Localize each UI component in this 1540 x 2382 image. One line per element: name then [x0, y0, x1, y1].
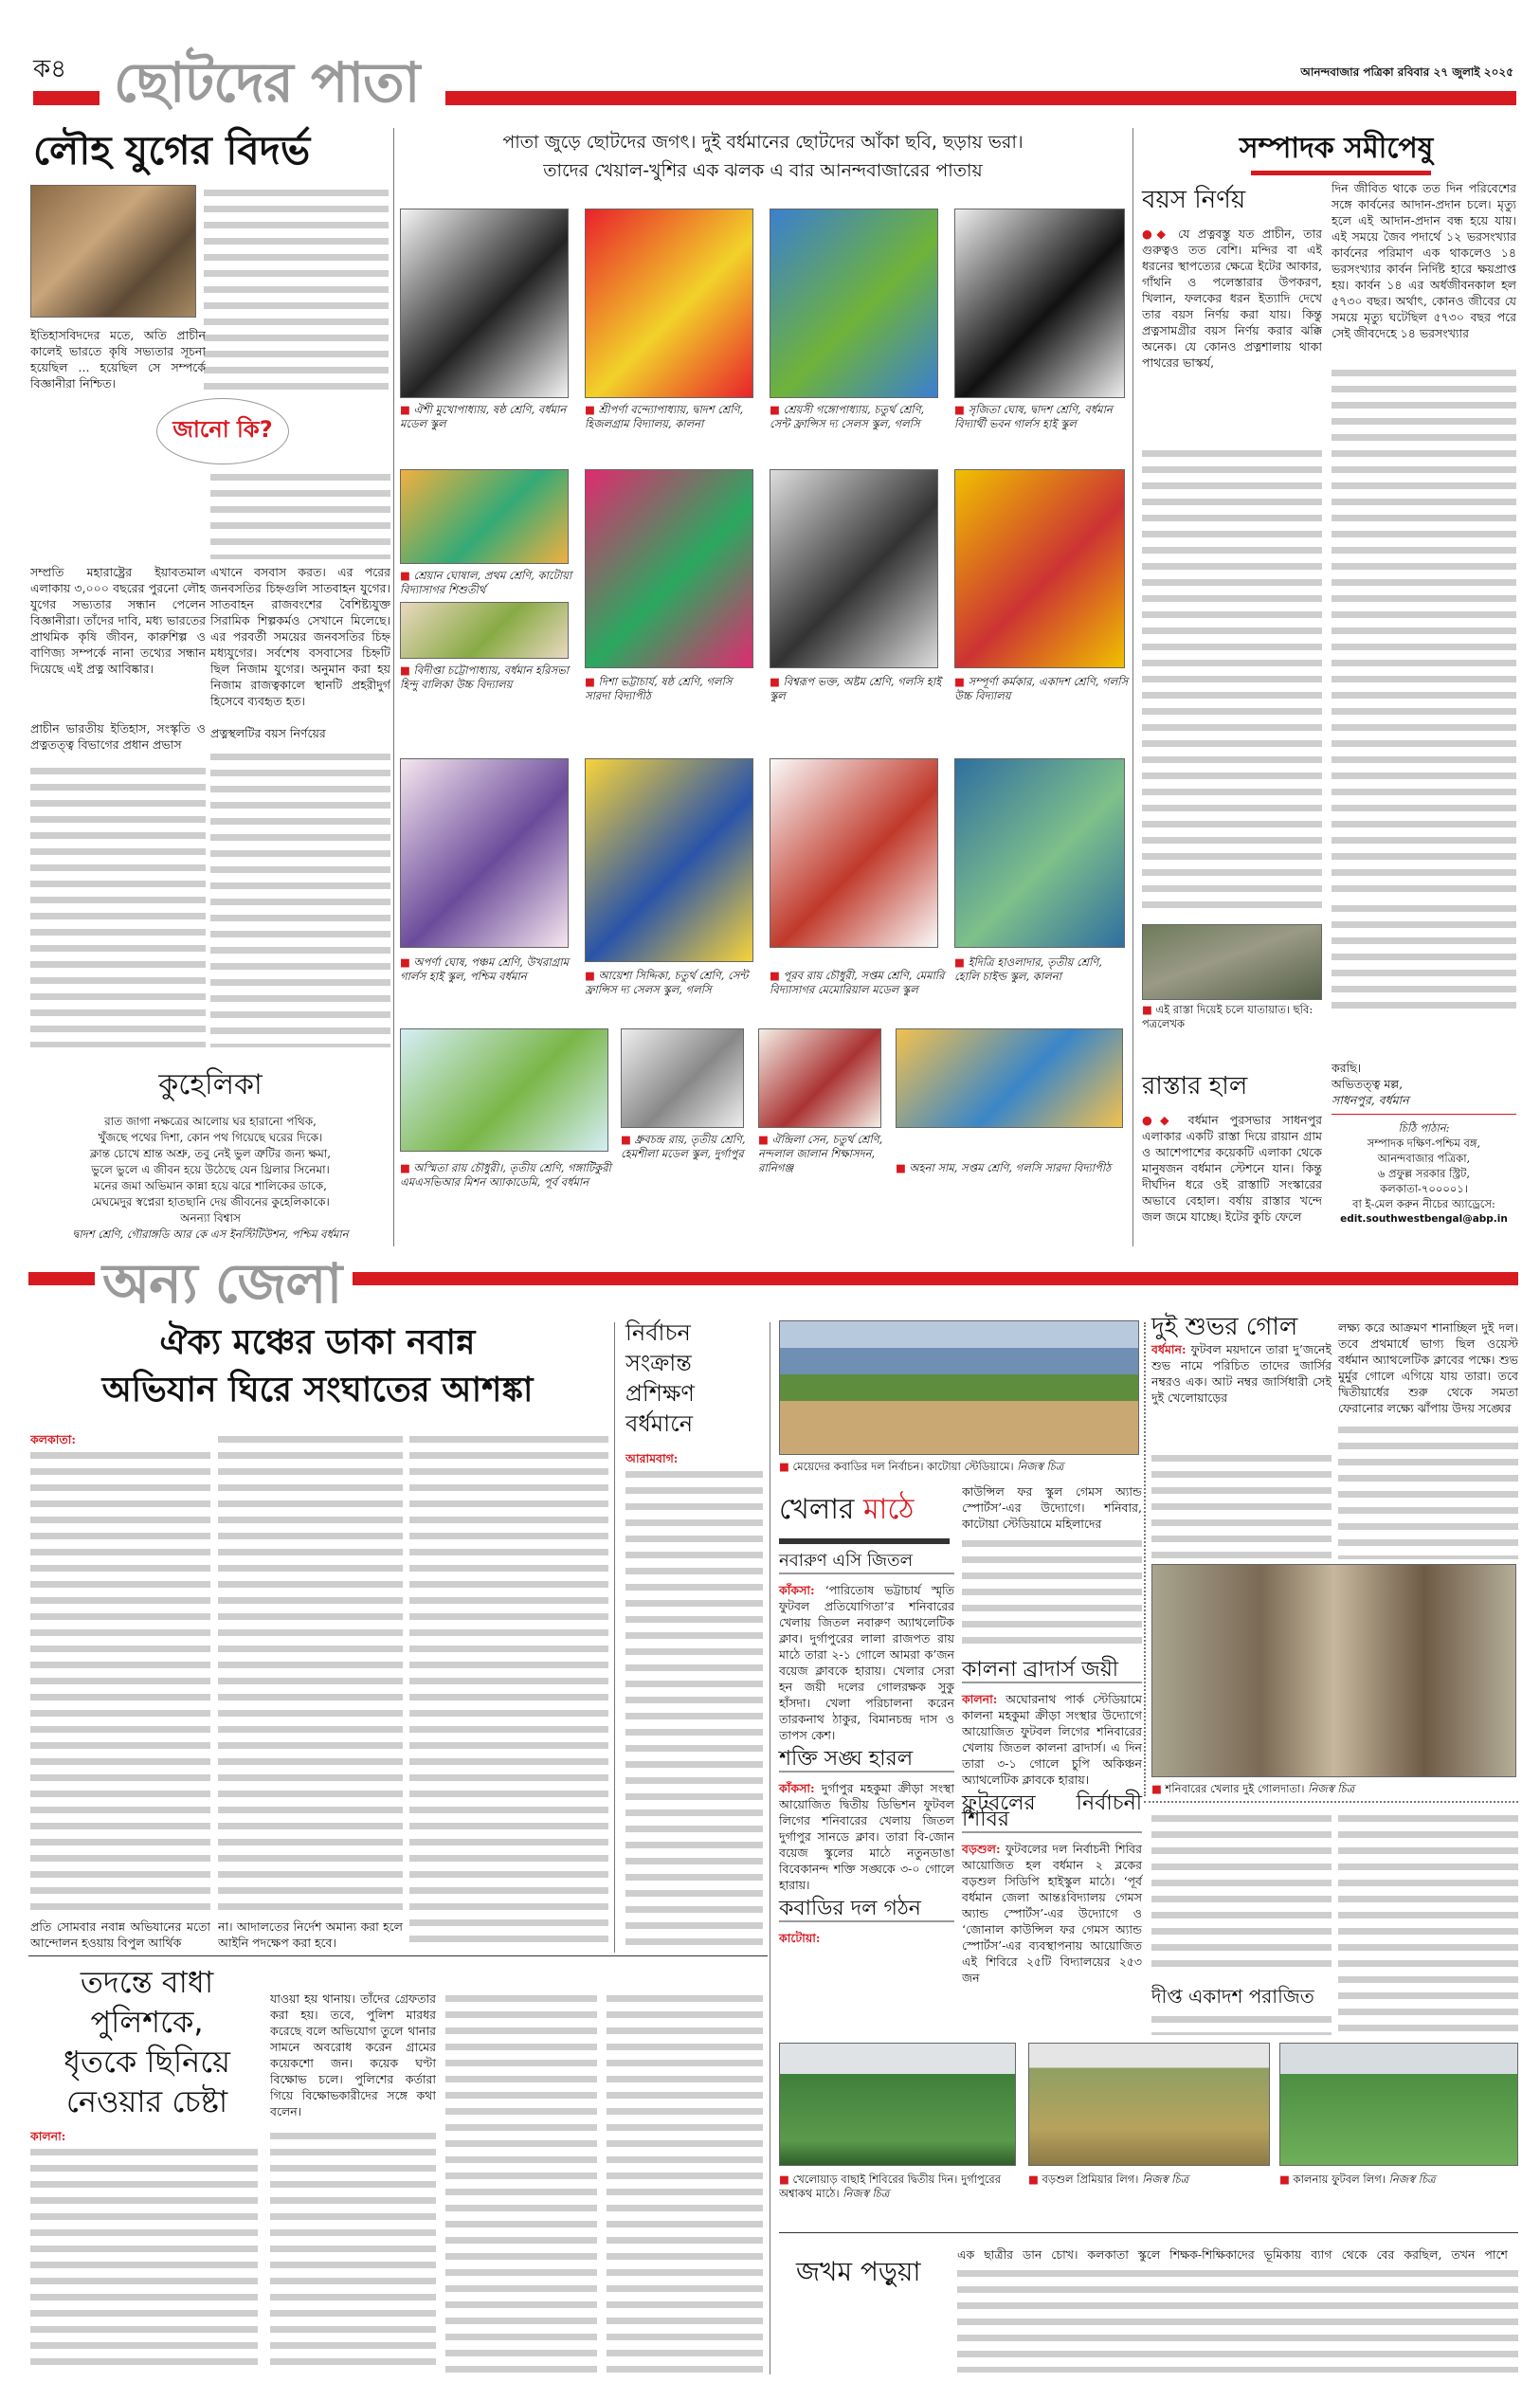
drawing-caption: ■ শ্রীপর্ণা বন্দ্যোপাধ্যায়, দ্বাদশ শ্রেণি, হিজলগ্রাম বিদ্যালয়, কালনা — [585, 403, 760, 431]
main-headline — [28, 1319, 607, 1414]
sports-subhead: কবাডির দল গঠন — [779, 1900, 954, 1922]
sports-text — [962, 1536, 1142, 1649]
child-drawing — [758, 1028, 881, 1128]
section-rule — [779, 2232, 1518, 2233]
two-shubho-story — [1151, 1313, 1332, 1406]
dateline: কাঁকসা: — [779, 1781, 815, 1795]
police-text — [270, 2128, 436, 2373]
child-drawing — [400, 1028, 608, 1152]
police-headline — [28, 1962, 265, 2121]
letter-author: অভিতত্ত্ব মল্ল, — [1332, 1077, 1404, 1091]
kabaddi-photo — [779, 1320, 1139, 1455]
child-drawing — [400, 469, 569, 564]
story-body-2: লক্ষ্য করে আক্রমণ শানাচ্ছিল দুই দল। তবে প্রথমার্ধে ভাগ্য ছিল ওয়েস্ট বর্ধমান অ্যাথলেটিক ক্লাবের পক্ষে। শুভ মুর্মুর গোলে এগিয়ে যায় তারা। তবে দ্বিতীয়ার্ধের শুরু থেকে সমতা ফেরানোর লক্ষ্যে ঝাঁপায় উদয় সঙ্ঘের — [1338, 1320, 1518, 1415]
paper-date: আনন্দবাজার পত্রিকা রবিবার ২৭ জুলাই ২০২৫ — [1300, 65, 1513, 79]
drawing-caption: ■ পূরব রায় চৌধুরী, সপ্তম শ্রেণি, মেমারি বিদ্যাসাগর মেমোরিয়াল মডেল স্কুল — [770, 969, 945, 997]
poem-title: কুহেলিকা — [158, 1068, 263, 1101]
story-body: ‘পারিতোষ ভট্টাচার্য স্মৃতি ফুটবল প্রতিযোগিতা’র শনিবারের খেলায় জিতল নবারুণ অ্যাথলেটিক ক্লাব। দুর্গাপুরের লালা রাজপত রায় মাঠে তারা ২-১ গোলে আমরা ক’জন বয়েজ ক্লাবকে হারায়। খেলার সেরা হন জয়ী দলের গোলরক্ষক সুকু হাঁসদা। খেলা পরিচালনা করেন তারকনাথ ঠাকুর, বিমানচন্দ্র দাস ও তাপস কেশ। — [779, 1583, 954, 1742]
gallery-intro-line-2: তাদের খেয়াল-খুশির এক ঝলক এ বার আনন্দবাজারের পাতায় — [543, 160, 983, 181]
police-text — [30, 2144, 258, 2372]
drawing-caption: ■ শ্রেয়ান ঘোষাল, প্রথম শ্রেণি, কাটোয়া বিদ্যাসাগর শিশুতীর্থ — [400, 569, 575, 597]
sports-col-2 — [962, 1654, 1142, 1986]
send-line: সম্পাদক দক্ষিণ-পশ্চিম বঙ্গ, — [1367, 1136, 1481, 1150]
drawing-caption: ■ দিশা ভট্টাচার্য, ষষ্ঠ শ্রেণি, গলসি সারদা বিদ্যাপীঠ — [585, 675, 760, 703]
headline-line: ধৃতকে ছিনিয়ে — [63, 2044, 230, 2080]
lead-text — [204, 185, 389, 393]
main-headline-line-2: অভিযান ঘিরে সংঘাতের আশঙ্কা — [101, 1371, 534, 1409]
story-text — [1151, 1450, 1332, 1559]
section-title: ছোটদের পাতা — [114, 50, 420, 115]
sports-story — [779, 1780, 954, 1893]
poem-line: মনের জমা অভিমান কান্না হয়ে ঝরে শালিকের ডাকে, — [94, 1179, 327, 1192]
photo-credit: নিজস্ব চিত্র — [1142, 2173, 1189, 2186]
injury-text — [957, 2265, 1518, 2373]
police-body: যাওয়া হয় থানায়। তাঁদের গ্রেফতার করা হয়। তবে, পুলিশ মারধর করেছে বলে অভিযোগ তুলে থানার সামনে অবরোধ করেন গ্রামের কয়েকশো জন। কয়েক ঘণ্টা বিক্ষোভ চলে। পুলিশের কর্তারা গিয়ে বিক্ষোভকারীদের সঙ্গে কথা বলেন। — [270, 1991, 436, 2118]
sports-photo-caption — [1279, 2173, 1521, 2187]
poem-line: খুঁজছে পথের দিশা, কোন পথ গিয়েছে ঘরের দিকে। — [98, 1131, 323, 1144]
sports-story — [779, 1582, 954, 1743]
letter-text — [1332, 900, 1516, 1014]
send-title: চিঠি পাঠান: — [1398, 1121, 1450, 1135]
training-headline — [625, 1318, 758, 1439]
letter-bullet-icon: ●◆ — [1142, 1113, 1188, 1127]
letter-title: রাস্তার হাল — [1142, 1072, 1248, 1100]
story-text — [1338, 1810, 1518, 2033]
district-rule-left — [28, 1272, 95, 1285]
story-body: অঘোরনাথ পার্ক স্টেডিয়ামে কালনা মহকুমা ক্রীড়া সংস্থার উদ্যোগে আয়োজিত ফুটবল লিগের শনিবারের খেলায় জিতল কালনা ব্রাদার্স। এ দিন তারা ৩-১ গোলে চুপি অকিঞ্চন অ্যাথলেটিক ক্লাবকে হারায়। — [962, 1692, 1142, 1787]
photo-credit: নিজস্ব চিত্র — [1388, 2173, 1436, 2186]
lead-paragraph-2: সম্প্রতি মহারাষ্ট্রের ইয়াবতমাল এলাকায় ৩,০০০ বছরের পুরনো লৌহ যুগের সভ্যতার সন্ধান পেলেন বিজ্ঞানীরা। তাঁদের দাবি, মধ্য ভারতের প্রাথমিক কৃষি জীবন, কারুশিল্প ও বাণিজ্য সম্পর্কে নানা তথ্যের সন্ধান দিয়েছে এই প্রত্ন আবিষ্কার। — [30, 565, 206, 676]
child-drawing — [954, 209, 1125, 398]
story-headline: দুই শুভর গোল — [1151, 1313, 1298, 1341]
poem-line: ক্লান্ত চোখে শ্রান্ত অশ্রু, তবু নেই ভুল ত্রুটির জন্য ক্ষমা, — [89, 1147, 332, 1160]
sports-subhead: শক্তি সঙ্ঘ হারল — [779, 1751, 954, 1773]
injury-headline: জখম পড়ুয়া — [796, 2256, 921, 2287]
letter-road — [1142, 1066, 1322, 1225]
story-text — [1338, 1422, 1518, 1559]
email-link[interactable]: edit.southwestbengal@abp.in — [1340, 1213, 1508, 1225]
story-body: ফুটবল ময়দানে তারা দু’জনেই শুভ নামে পরিচিত তাদের জার্সির নম্বরও এক। আট নম্বর জার্সিধারী সেই দুই খেলোয়াড়ের — [1151, 1342, 1332, 1405]
sports-story — [1151, 1341, 1332, 1406]
letters-title: সম্পাদক সমীপেষু — [1239, 132, 1434, 165]
sports-story — [962, 1691, 1142, 1788]
artifact-photo — [30, 185, 196, 318]
child-drawing — [770, 469, 938, 668]
caption-text: খেলোয়াড় বাছাই শিবিরের দ্বিতীয় দিন। দুর্গাপুরের অশ্বাকথ মাঠে। — [779, 2173, 1002, 2200]
send-line: ৬ প্রফুল্ল সরকার স্ট্রিট, — [1377, 1167, 1471, 1180]
child-drawing — [621, 1028, 744, 1128]
lead-paragraph-4: এখানে বসবাস করত। এর পরের জনবসতির চিহ্নগুলি সাতবাহন যুগের। সাতবাহন রাজবংশের বৈশিষ্ট্যযুক্ত সিরামিক শিল্পকর্মও সেখানে মিলেছে। এর পরবর্তী সময়ের জনবসতির চিহ্ন মধ্যযুগের। সর্বশেষ বসবাসের চিহ্নটি ছিল নিজাম যুগের। অনুমান করা হয় নিজাম রাজত্বকালে স্থানটি প্রহরীদুর্গ হিসেবে ব্যবহৃত হত। — [210, 565, 390, 708]
child-drawing — [585, 209, 753, 398]
drawing-caption: ■ শ্রেয়সী গঙ্গোপাধ্যায়, চতুর্থ শ্রেণি, সেন্ট ফ্রান্সিস দ্য সেলস স্কুল, গলসি — [770, 403, 945, 431]
lead-text — [210, 749, 390, 1047]
drawing-caption: ■ ইদিত্রি হাওলাদার, তৃতীয় শ্রেণি, হোলি চাইল্ড স্কুল, কালনা — [954, 955, 1130, 984]
child-drawing — [585, 469, 753, 668]
district-section-title: অন্য জেলা — [102, 1251, 342, 1316]
police-text — [607, 1991, 763, 2373]
injury-body: এক ছাত্রীর ডান চোখ। কলকাতা স্কুলে শিক্ষক-শিক্ষিকাদের ভূমিকায় ব্যাগ থেকে বের করছিল, তখন পাশে — [957, 2247, 1508, 2262]
letter-signoff — [1332, 1060, 1516, 1108]
sports-title — [779, 1486, 950, 1544]
dateline: বড়শুল: — [962, 1842, 1001, 1856]
headline-line: নেওয়ার চেষ্টা — [65, 2083, 228, 2119]
sports-subhead: নবারুণ এসি জিতল — [779, 1553, 954, 1574]
dateline: কালনা: — [30, 2129, 66, 2143]
child-drawing — [400, 758, 569, 948]
drawing-caption: ■ অহনা সাম, সপ্তম শ্রেণি, গলসি সারদা বিদ্যাপীঠ — [896, 1161, 1123, 1175]
lead-headline: লৌহ যুগের বিদর্ভ — [33, 127, 311, 173]
story-headline: দীপ্ত একাদশ পরাজিত — [1151, 1985, 1314, 2008]
dotted-rule — [1144, 1801, 1518, 1803]
child-drawing — [770, 758, 938, 948]
send-line: বা ই-মেল করুন নীচের অ্যাড্রেসে: — [1352, 1197, 1495, 1210]
letter-age — [1142, 180, 1322, 371]
poem-line: ভুলে ভুলে এ জীবন হয়ে উঠেছে যেন থ্রিলার সিনেমা। — [91, 1163, 330, 1176]
drawing-caption: ■ সৃজিতা ঘোষ, দ্বাদশ শ্রেণি, বর্ধমান বিদ্যার্থী ভবন গার্লস হাই স্কুল — [954, 403, 1130, 431]
send-letters-box — [1332, 1120, 1516, 1227]
letter-body: বর্ধমান পুরসভার সাধনপুর এলাকার একটি রাস্তা দিয়ে রায়ান গ্রাম ও আশেপাশের কয়েকটি এলাকা থেকে মানুষজন বর্ধমান স্টেশনে যান। কিন্তু দীর্ঘদিন ধরে ওই রাস্তাটি সংস্কারের অভাবে বেহাল। বর্ষায় রাস্তার খন্দে জল জমে যাচ্ছে। ইটের কুচি ফেলে — [1142, 1113, 1322, 1224]
letter-end: করছি। — [1332, 1061, 1362, 1075]
story-text — [1151, 1810, 1332, 1976]
dateline: আরামবাগ: — [625, 1451, 679, 1465]
main-text — [409, 1431, 608, 1948]
caption-text: মেয়েদের কবাডির দল নির্বাচন। কাটোয়া স্টেডিয়ামে। — [792, 1460, 1014, 1473]
drawing-caption: ■ সম্পূর্ণা কর্মকার, একাদশ শ্রেণি, গলসি উচ্চ বিদ্যালয় — [954, 675, 1130, 703]
main-text-end: প্রতি সোমবার নবান্ন অভিযানের মতো আন্দোলন হওয়ায় বিপুল আর্থিক — [30, 1919, 210, 1950]
header-rule-left — [33, 91, 100, 105]
photo-credit: নিজস্ব চিত্র — [1017, 1460, 1064, 1473]
story-text — [1151, 2011, 1332, 2035]
sports-photo-caption — [1028, 2173, 1270, 2187]
child-drawing — [585, 758, 753, 962]
headline-line: নির্বাচন — [625, 1319, 691, 1346]
lead-text — [30, 763, 206, 1047]
letter-bullet-icon: ●◆ — [1142, 227, 1179, 241]
story-body: ফুটবলের দল নির্বাচনী শিবির আয়োজিত হল বর্ধমান ২ ব্লকের বড়শুল সিডিপি হাইস্কুল মাঠে। ‘পূর্ব বর্ধমান জেলা আন্তঃবিদ্যালয় গেমস অ্যান্ড স্পোর্টস’-এর উদ্যোগে ও ‘জোনাল কাউন্সিল ফর গেমস অ্যান্ড স্পোর্টস’-এর ব্যবস্থাপনায় আয়োজিত এই শিবিরে ২৫টি বিদ্যালয়ের ২৫৩ জন — [962, 1842, 1143, 1985]
send-line: আনন্দবাজার পত্রিকা, — [1377, 1152, 1471, 1165]
letter-body-continued: দিন জীবিত থাকে তত দিন পরিবেশের সঙ্গে কার্বনের আদান-প্রদান চলে। মৃত্যু হলে এই আদান-প্রদান বন্ধ হয়ে যায়। এই সময়ে জৈব পদার্থে ১২ ভরসংখ্যার কার্বনের পরিমাণ এক থাকলেও ১৪ ভরসংখ্যার কার্বন নির্দিষ্ট হারে ক্ষয়প্রাপ্ত হয়। কার্বন ১৪ এর অর্ধজীবনকাল হল ৫৭৩০ বছর। অর্থাৎ, কোনও জীবের যে সময়ে মৃত্যু ঘটেছিল ৫৭৩০ বছর পরে সেই জীবদেহে ১৪ ভরসংখ্যার — [1332, 181, 1516, 340]
child-drawing — [400, 602, 569, 659]
kabaddi-photo-caption — [779, 1460, 1139, 1474]
poem-line: মেঘমেদুর স্বপ্নেরা হাতছানি দেয় জীবনের কুহেলিকাকে। — [91, 1195, 330, 1209]
district-rule — [353, 1272, 1518, 1285]
letter-text — [1142, 445, 1322, 915]
drawing-caption: ■ ধ্রুবচন্দ্র রায়, তৃতীয় শ্রেণি, হেমশীলা মডেল স্কুল, দুর্গাপুর — [621, 1133, 749, 1161]
sports-title-b: মাঠে — [862, 1493, 915, 1526]
drawing-caption: ■ বিশ্বরূপ ভক্ত, অষ্টম শ্রেণি, গলসি হাই স্কুল — [770, 675, 945, 703]
road-photo — [1142, 924, 1322, 1000]
drawing-caption: ■ অস্মিতা রায় চৌধুরী।, তৃতীয় শ্রেণি, গঙ্গাটিকুরী এমএসভিআর মিশন অ্যাকাডেমি, পূর্ব বর্ধমান — [400, 1161, 627, 1190]
letter-body: যে প্রত্নবস্তু যত প্রাচীন, তার গুরুত্বও তত বেশি। মন্দির বা এই ধরনের স্থাপত্যের ক্ষেত্রে ইটের আকার, গাঁথনি ও পলেস্তারার উপকরণ, খিলান, ফলকের ধরন ইত্যাদি দেখে তার বয়স নির্ণয় করা যায়। কিন্তু প্রত্নসামগ্রীর বয়স নির্ণয় করার ঝক্কি অনেক। যে কোনও প্রত্নশালায় থাকা পাথরের ভাস্কর্য, — [1142, 227, 1322, 370]
lead-text — [210, 469, 390, 559]
child-drawing — [770, 209, 938, 398]
drawing-caption: ■ ঐশী মুখোপাধ্যায়, ষষ্ঠ শ্রেণি, বর্ধমান মডেল স্কুল — [400, 403, 575, 431]
letter-text — [1332, 365, 1516, 896]
letter-place: সাধনপুর, বর্ধমান — [1332, 1093, 1409, 1107]
letter-title: বয়স নির্ণয় — [1142, 186, 1246, 214]
lead-paragraph-3: প্রাচীন ভারতীয় ইতিহাস, সংস্কৃতি ও প্রত্নতত্ত্ব বিভাগের প্রধান প্রভাস — [30, 721, 206, 752]
gallery-intro-line-1: পাতা জুড়ে ছোটদের জগৎ। দুই বর্ধমানের ছোটদের আঁকা ছবি, ছড়ায় ভরা। — [502, 132, 1024, 153]
main-text-end: না। আদালতের নির্দেশ অমান্য করা হলে আইনি পদক্ষেপ করা হবে। — [218, 1919, 403, 1950]
sports-intro: কাউন্সিল ফর স্কুল গেমস অ্যান্ড স্পোর্টস’-এর উদ্যোগে। শনিবার, কাটোয়া স্টেডিয়ামে মহিলাদের — [962, 1484, 1142, 1531]
dateline: বর্ধমান: — [1151, 1342, 1187, 1356]
drawing-caption: ■ আয়েশা সিদ্দিকা, চতুর্থ শ্রেণি, সেন্ট ফ্রান্সিস দ্য সেলস স্কুল, গলসি — [585, 969, 760, 997]
photo-credit: নিজস্ব চিত্র — [1308, 1782, 1355, 1795]
page-number: ক৪ — [33, 55, 67, 83]
headline-line: পুলিশকে, — [90, 2004, 204, 2040]
poem — [30, 1062, 390, 1243]
drawing-caption: ■ ঐন্দ্রিলা সেন, চতুর্থ শ্রেণি, নন্দলাল জালান শিক্ষাসদন, রানিগঞ্জ — [758, 1133, 886, 1175]
letters-title-underline — [1251, 171, 1431, 175]
column-divider — [614, 1322, 615, 1953]
sports-story — [962, 1841, 1142, 1986]
sports-photo — [779, 2043, 1016, 2166]
child-drawing — [954, 758, 1125, 948]
column-divider — [393, 128, 394, 1246]
gallery-intro — [398, 128, 1128, 185]
main-text — [218, 1431, 403, 1917]
dateline: কালনা: — [962, 1692, 998, 1706]
dateline: কাটোয়া: — [779, 1931, 821, 1945]
child-drawing — [400, 209, 569, 398]
goal-scorers-photo — [1151, 1564, 1516, 1777]
road-photo-caption: ■ এই রাস্তা দিয়েই চলে যাতায়াত। ছবি: পত্রলেখক — [1142, 1003, 1322, 1031]
caption-text: শনিবারের খেলার দুই গোলদাতা। — [1165, 1782, 1305, 1795]
caption-text: বড়শুল প্রিমিয়ার লিগ। — [1042, 2173, 1139, 2186]
sports-photo — [1028, 2043, 1270, 2166]
child-drawing — [896, 1028, 1123, 1128]
headline-line: তদন্তে বাধা — [80, 1964, 214, 2000]
lead-paragraph-1: ইতিহাসবিদদের মতে, অতি প্রাচীন কালেই ভারতে কৃষি সভ্যতার সূচনা হয়েছিল ... হয়েছিল সে সম্পর্কে বিজ্ঞানীরা নিশ্চিত। — [30, 328, 206, 391]
poem-line: রাত জাগা নক্ষত্রের আলোয় ঘর হারানো পথিক, — [104, 1115, 317, 1128]
poem-school: দ্বাদশ শ্রেণি, গৌরাঙ্গডি আর কে এস ইনস্টিটিউশন, পশ্চিম বর্ধমান — [72, 1227, 349, 1241]
drawing-caption: ■ অপর্ণা ঘোষ, পঞ্চম শ্রেণি, উখরাগ্রাম গার্লস হাই স্কুল, পশ্চিম বর্ধমান — [400, 955, 575, 984]
child-drawing — [954, 469, 1125, 668]
header-rule — [445, 91, 1516, 105]
column-divider — [1132, 128, 1133, 1246]
sports-title-a: খেলার — [779, 1493, 863, 1526]
goal-scorers-caption — [1151, 1782, 1516, 1796]
sports-subhead: ফুটবলের নির্বাচনী শিবির — [962, 1791, 1142, 1831]
signoff-rule — [1332, 1114, 1516, 1115]
sports-photo — [1279, 2043, 1518, 2166]
did-you-know-label: জানো কি? — [172, 416, 273, 443]
sports-story — [779, 1930, 954, 1946]
caption-text: কালনায় ফুটবল লিগ। — [1293, 2173, 1386, 2186]
dotted-divider — [1144, 1322, 1146, 1796]
police-text — [445, 1991, 597, 2373]
dateline: কলকাতা: — [30, 1432, 77, 1446]
story-body: দুর্গাপুর মহকুমা ক্রীড়া সংস্থা আয়োজিত দ্বিতীয় ডিভিশন ফুটবল লিগের শনিবারের খেলায় জিতল দুর্গাপুর সানডে ক্লাব। তারা বি-জোন বয়েজ স্কুলের মাঠে নতুনডাঙা বিবেকানন্দ শক্তি সঙ্ঘকে ৩-০ গোলে হারায়। — [779, 1781, 954, 1892]
dateline: কাঁকসা: — [779, 1583, 815, 1597]
sports-col-1 — [779, 1545, 954, 1946]
drawing-caption: ■ বিদীপ্তা চট্টোপাধ্যায়, বর্ধমান হরিসভা হিন্দু বালিকা উচ্চ বিদ্যালয় — [400, 664, 575, 692]
poem-author: অনন্যা বিশ্বাস — [180, 1211, 241, 1225]
lead-paragraph-5: প্রত্নস্থলটির বয়স নির্ণয়ের — [210, 726, 326, 740]
headline-line: বর্ধমানে — [625, 1410, 694, 1437]
headline-line: প্রশিক্ষণ — [625, 1380, 695, 1407]
sports-subhead: কালনা ব্রাদার্স জয়ী — [962, 1662, 1142, 1683]
photo-credit: নিজস্ব চিত্র — [842, 2187, 890, 2200]
section-rule — [28, 1955, 768, 1956]
main-headline-line-1: ঐক্য মঞ্চের ডাকা নবান্ন — [159, 1323, 476, 1362]
sports-photo-caption — [779, 2173, 1021, 2201]
main-text — [30, 1447, 210, 1917]
headline-line: সংক্রান্ত — [625, 1350, 692, 1376]
training-text — [625, 1466, 763, 1948]
send-line: কলকাতা-৭০০০০১। — [1380, 1182, 1468, 1195]
